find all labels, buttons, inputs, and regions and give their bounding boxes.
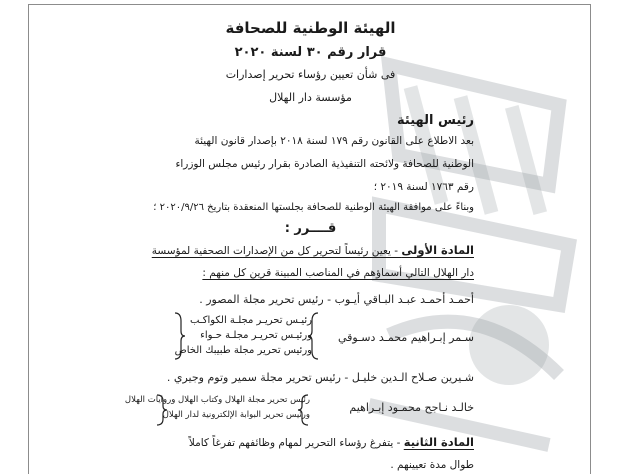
entry-2-role-1: رئيـس تحريـر مجلـة الكواكـب — [189, 315, 312, 326]
appointment-entry-4-name: خالـد نـاجح محمـود إبـراهيم — [349, 401, 474, 414]
article-1-text: - يعين رئيساً لتحرير كل من الإصدارات الصحفية لمؤسسة — [151, 245, 402, 257]
entry-2-role-3: ورئيس تحرير مجلة طبيبك الخاص — [174, 345, 312, 356]
article-2-line-2: طوال مدة تعيينهم . — [390, 459, 474, 471]
article-1-line — [152, 243, 474, 257]
entry-2-brace-right — [172, 311, 186, 361]
article-2-line — [189, 435, 474, 449]
article-1-title: المادة الأولى — [401, 243, 474, 257]
entry-4-role-1: رئيس تحرير مجلة الهلال وكتاب الهلال وروايات الهلال — [124, 395, 310, 405]
article-2-text: - يتفرغ رؤساء التحرير لمهام وظائفهم تفرغاً كاملاً — [188, 437, 404, 449]
preamble-line-1: بعد الاطلاع على القانون رقم ١٧٩ لسنة ٢٠١٨ بإصدار قانون الهيئة — [194, 135, 474, 147]
appointment-entry-1: أحمـد أحمـد عبـد البـاقي أيـوب - رئيس تحرير مجلة المصور . — [199, 293, 474, 306]
preamble-line-3: رقم ١٧٦٣ لسنة ٢٠١٩ ؛ — [373, 181, 474, 193]
entry-2-roles — [175, 313, 312, 358]
entry-4-brace-right — [154, 393, 168, 427]
document-page — [28, 4, 591, 474]
publisher-name: مؤسسة دار الهلال — [269, 91, 352, 104]
decision-subject: فى شأن تعيين رؤساء تحرير إصدارات — [225, 68, 396, 81]
decree-heading: قــــرر : — [284, 221, 337, 236]
appointment-entry-3: شـيرين صـلاح الـدين خليـل - رئيس تحرير مجلة سمير وتوم وجيري . — [166, 371, 474, 384]
entry-4-brace-left — [297, 393, 311, 427]
entry-4-role-2: ورئيس تحرير البوابة الإلكترونية لدار الهلال — [162, 410, 310, 420]
entry-4-roles — [125, 393, 310, 423]
entry-2-role-2: ورئيـس تحريـر مجلـة حـواء — [200, 330, 312, 341]
decision-number: قرار رقم ٣٠ لسنة ٢٠٢٠ — [234, 45, 387, 60]
article-2-title: المادة الثانية — [403, 435, 474, 449]
preamble-line-2: الوطنية للصحافة ولائحته التنفيذية الصادرة بقرار رئيس مجلس الوزراء — [175, 158, 474, 170]
appointment-entry-2-name: سـمر إبـراهيم محمـد دسـوقي — [337, 331, 474, 344]
preamble-line-4: وبناءً على موافقة الهيئة الوطنية للصحافة بجلستها المنعقدة بتاريخ ٢٠٢٠/٩/٢٦ ؛ — [153, 202, 474, 213]
article-1-line-2: دار الهلال التالي أسماؤهم في المناصب المبينة قرين كل منهم : — [202, 267, 474, 279]
chair-heading: رئيس الهيئة — [397, 113, 474, 128]
org-title: الهيئة الوطنية للصحافة — [225, 19, 396, 37]
entry-2-brace-left — [307, 311, 321, 361]
